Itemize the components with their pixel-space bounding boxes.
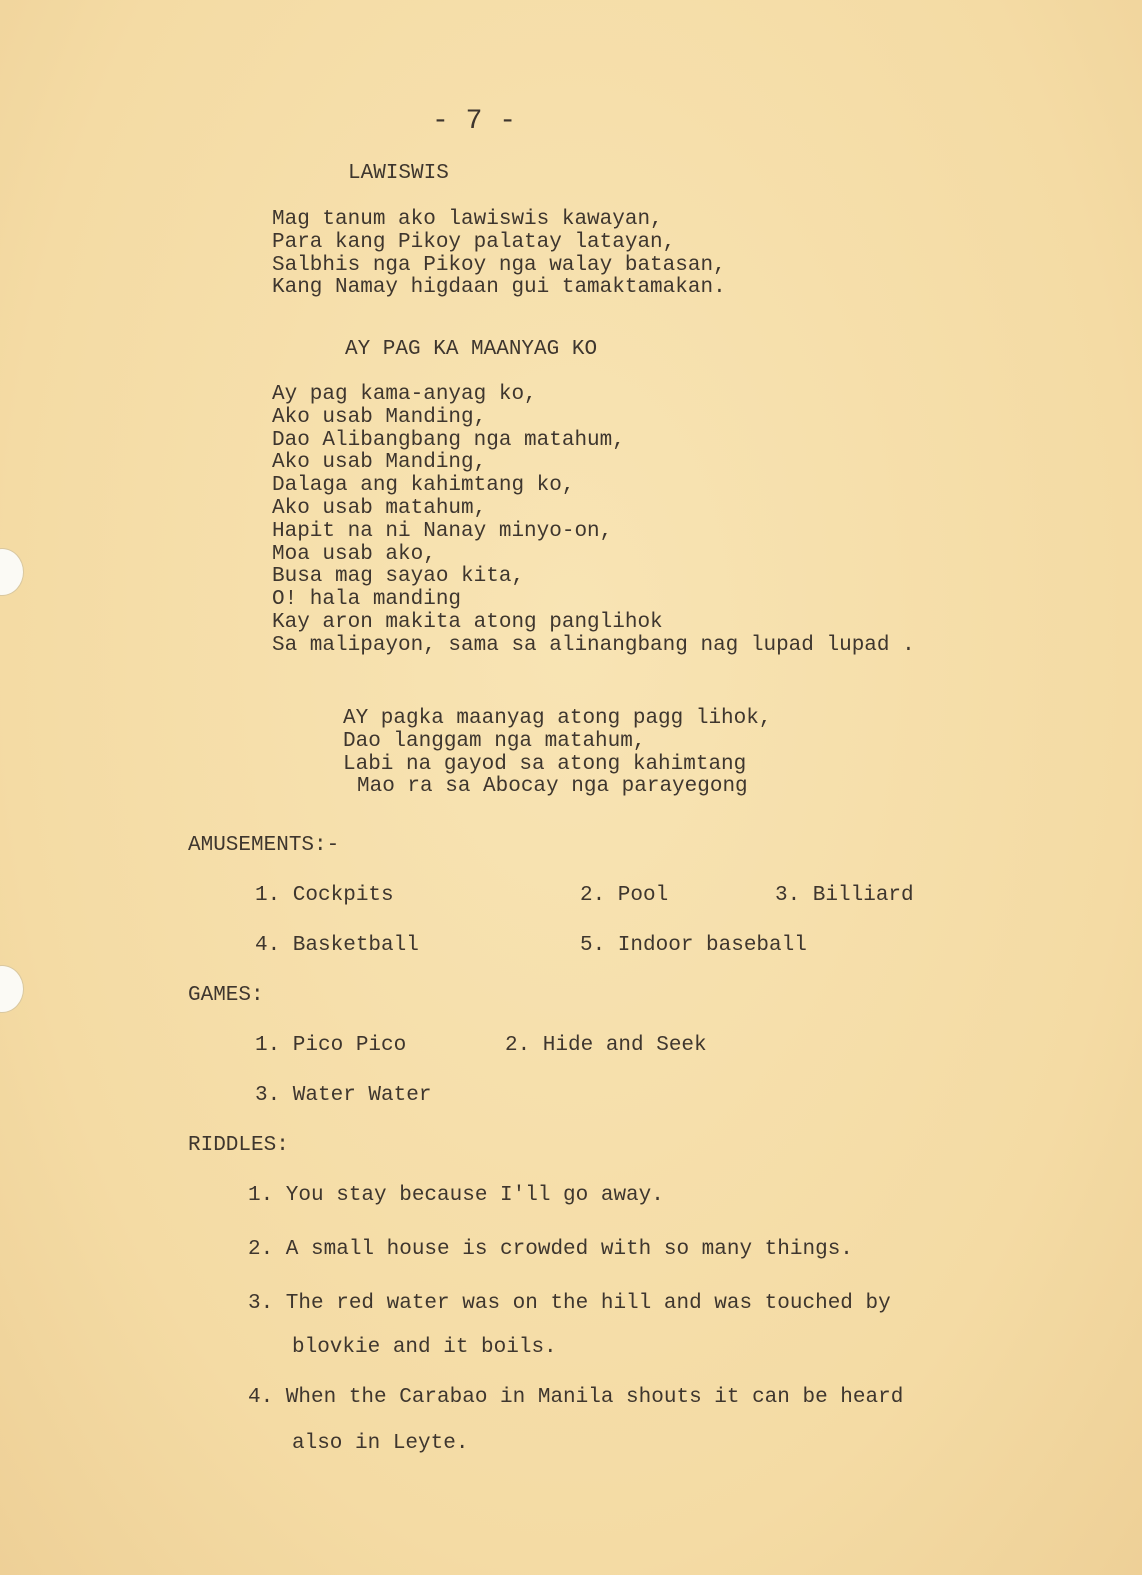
song-maanyag-lyrics	[272, 384, 915, 658]
list-item: also in Leyte.	[292, 1432, 469, 1455]
list-item: 1. Cockpits	[255, 884, 394, 907]
lyric-line: Para kang Pikoy palatay latayan,	[272, 230, 676, 254]
lyric-line: O! hala manding	[272, 588, 462, 612]
list-item: 3. The red water was on the hill and was touched by	[248, 1292, 891, 1315]
list-item: 4. Basketball	[255, 934, 419, 957]
song-title-lawiswis: LAWISWIS	[348, 162, 449, 185]
list-item: 4. When the Carabao in Manila shouts it can be heard	[248, 1386, 904, 1409]
punch-hole	[0, 965, 24, 1013]
list-item: 5. Indoor baseball	[580, 934, 807, 957]
list-item: 2. Pool	[580, 884, 669, 907]
punch-hole	[0, 548, 24, 596]
list-item: 1. You stay because I'll go away.	[248, 1184, 664, 1207]
riddles-heading: RIDDLES:	[188, 1134, 289, 1157]
list-item: 2. A small house is crowded with so many things.	[248, 1238, 853, 1261]
page-number: - 7 -	[432, 106, 517, 137]
song-lawiswis-lyrics	[272, 209, 726, 300]
song-title-maanyag: AY PAG KA MAANYAG KO	[345, 338, 598, 361]
lyric-line: Moa usab ako,	[272, 542, 436, 566]
lyric-line: Ako usab Manding,	[272, 405, 487, 429]
lyric-line: Mag tanum ako lawiswis kawayan,	[272, 208, 663, 231]
list-item: 2. Hide and Seek	[505, 1034, 707, 1057]
lyric-line: AY pagka maanyag atong pagg lihok,	[343, 707, 772, 730]
list-item: blovkie and it boils.	[292, 1336, 557, 1359]
lyric-line: Ako usab Manding,	[272, 451, 487, 475]
games-heading: GAMES:	[188, 984, 264, 1007]
lyric-line: Sa malipayon, sama sa alinangbang nag lupad lupad .	[272, 633, 915, 657]
amusements-heading: AMUSEMENTS:-	[188, 834, 340, 857]
lyric-line: Ako usab matahum,	[272, 496, 487, 520]
lyric-line: Salbhis nga Pikoy nga walay batasan,	[272, 253, 726, 277]
lyric-line: Labi na gayod sa atong kahimtang	[343, 752, 747, 776]
lyric-line: Busa mag sayao kita,	[272, 565, 525, 589]
list-item: 3. Water Water	[255, 1084, 432, 1107]
lyric-line: Ay pag kama-anyag ko,	[272, 383, 537, 406]
list-item: 1. Pico Pico	[255, 1034, 407, 1057]
lyric-line: Mao ra sa Abocay nga parayegong	[357, 775, 748, 799]
lyric-line: Kay aron makita atong panglihok	[272, 610, 663, 634]
lyric-line: Kang Namay higdaan gui tamaktamakan.	[272, 276, 726, 300]
list-item: 3. Billiard	[775, 884, 914, 907]
lyric-line: Dao langgam nga matahum,	[343, 729, 646, 753]
lyric-line: Dalaga ang kahimtang ko,	[272, 474, 575, 498]
song-maanyag-verse2	[343, 708, 771, 799]
lyric-line: Dao Alibangbang nga matahum,	[272, 428, 625, 452]
lyric-line: Hapit na ni Nanay minyo-on,	[272, 519, 613, 543]
